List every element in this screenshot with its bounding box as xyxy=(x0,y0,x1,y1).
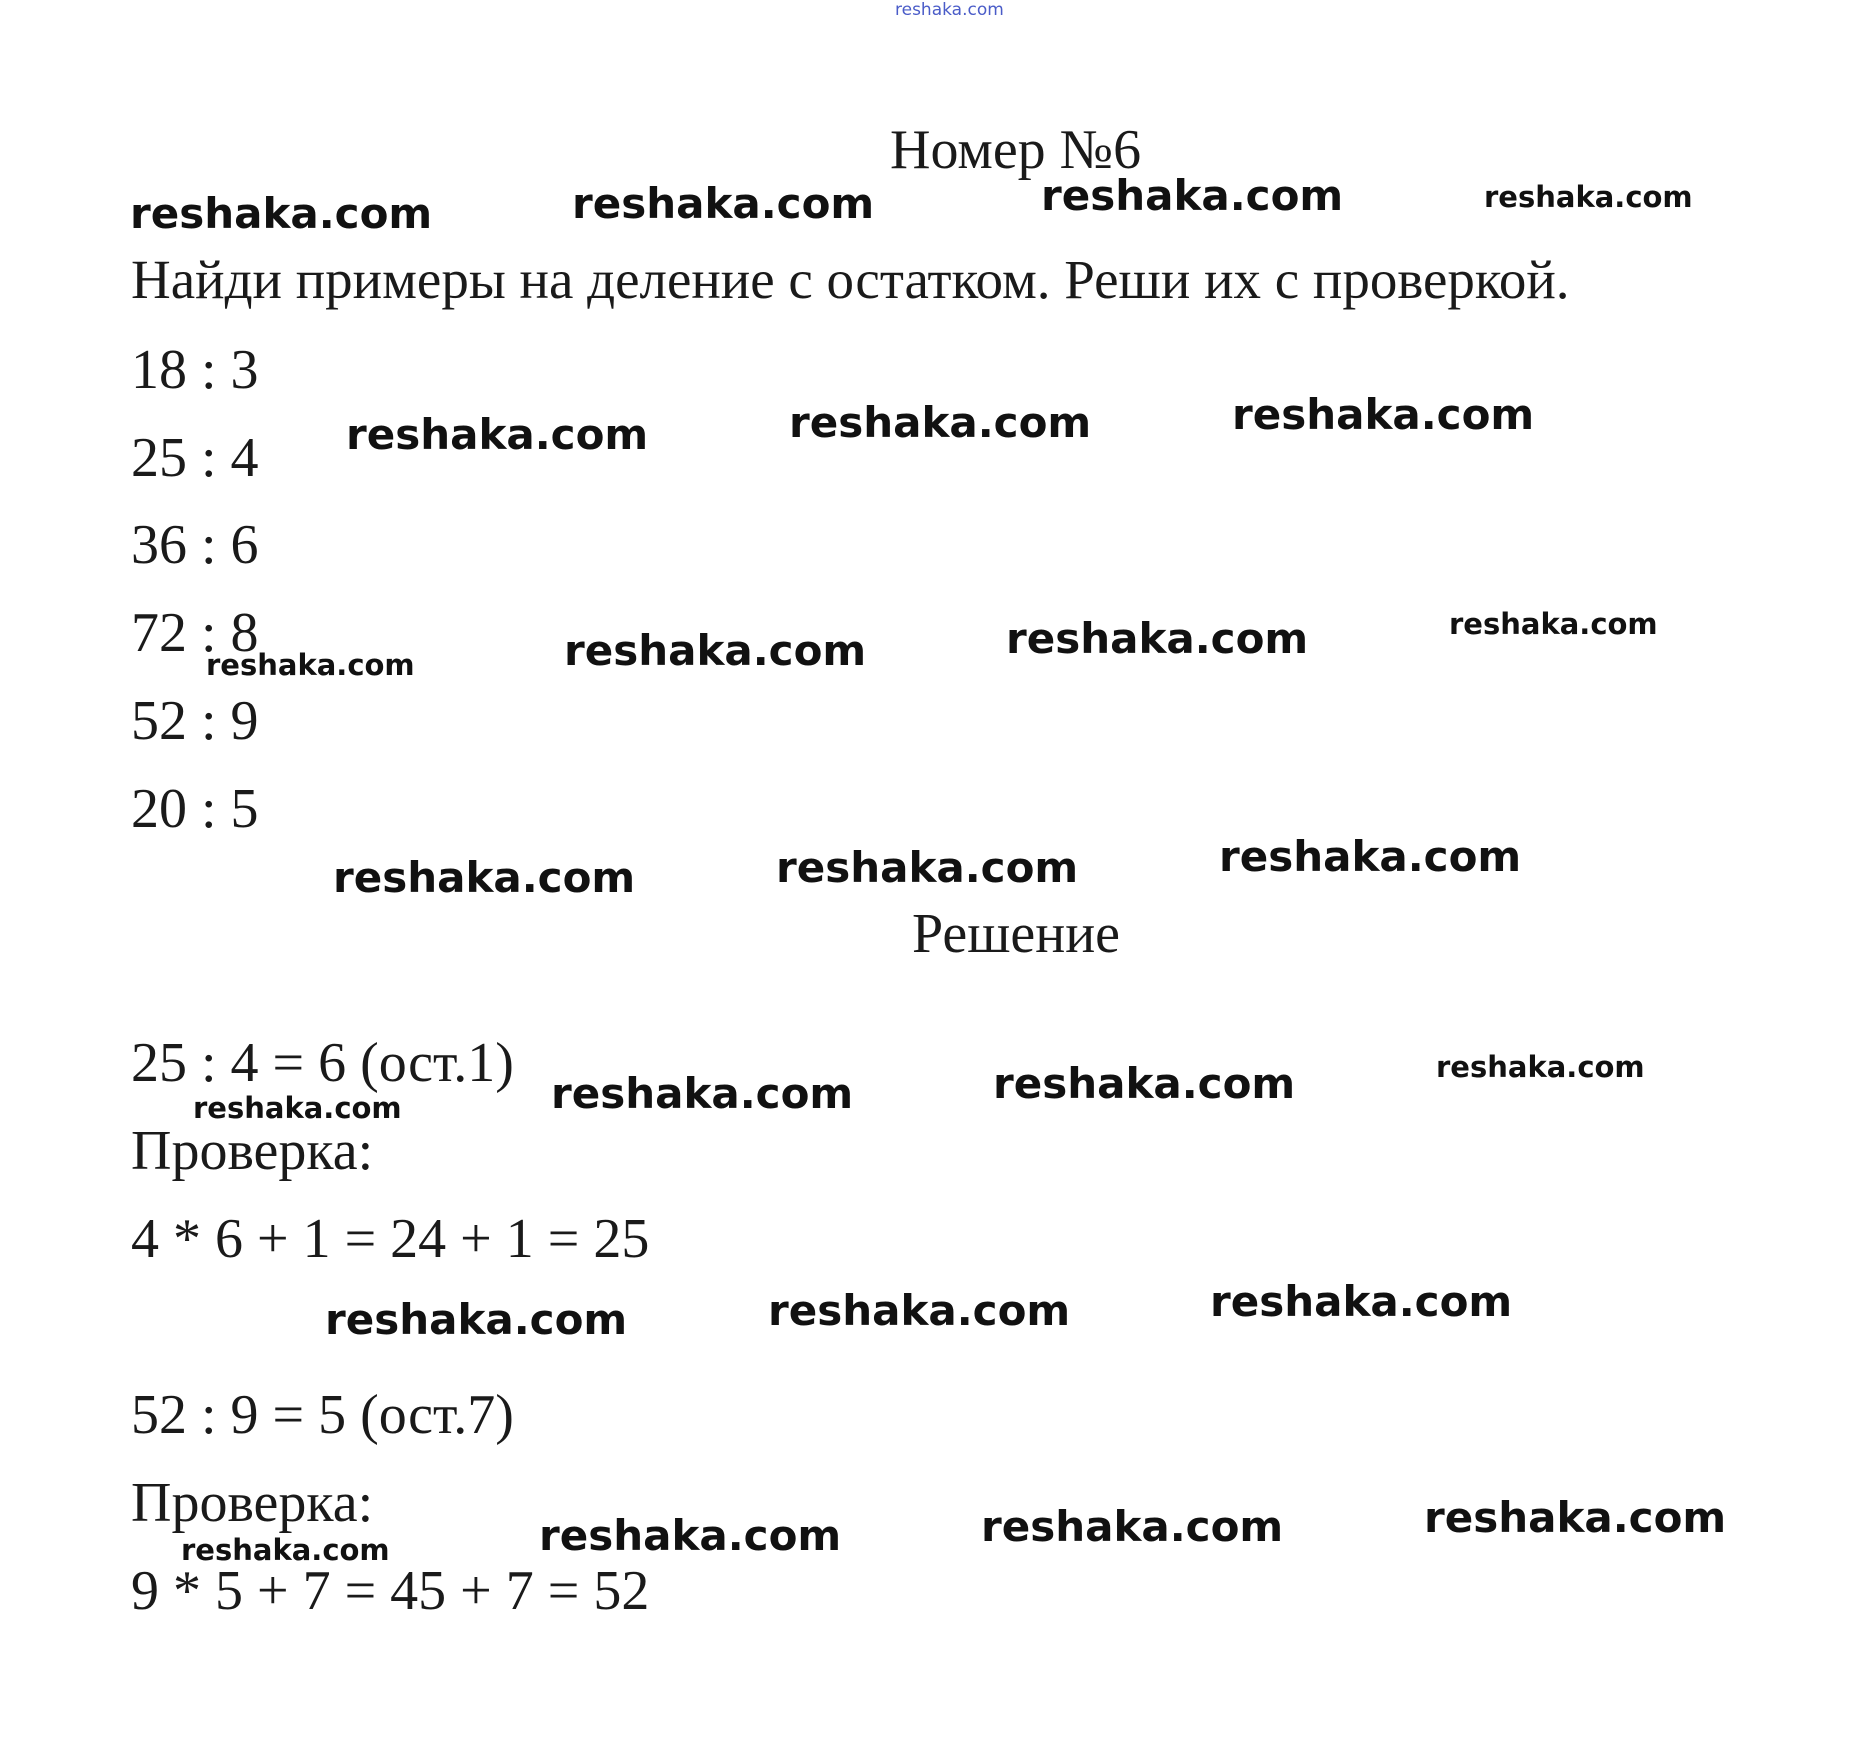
example-1: 18 : 3 xyxy=(131,339,259,401)
watermark: reshaka.com xyxy=(1041,171,1344,220)
watermark: reshaka.com xyxy=(130,189,433,238)
watermark: reshaka.com xyxy=(776,843,1079,892)
watermark: reshaka.com xyxy=(1449,607,1658,641)
page-title: Номер №6 xyxy=(890,119,1142,181)
example-6: 20 : 5 xyxy=(131,778,259,840)
check-expression-1: 4 * 6 + 1 = 24 + 1 = 25 xyxy=(131,1208,650,1270)
check-label-2: Проверка: xyxy=(131,1472,374,1534)
solution-equation-1: 25 : 4 = 6 (ост.1) xyxy=(131,1032,514,1094)
watermark: reshaka.com xyxy=(539,1511,842,1560)
example-2: 25 : 4 xyxy=(131,427,259,489)
check-expression-2: 9 * 5 + 7 = 45 + 7 = 52 xyxy=(131,1560,650,1622)
watermark: reshaka.com xyxy=(206,648,415,682)
example-4: 72 : 8 xyxy=(131,602,259,664)
task-text: Найди примеры на деление с остатком. Реши их с проверкой. xyxy=(131,249,1570,310)
watermark: reshaka.com xyxy=(181,1533,390,1567)
watermark: reshaka.com xyxy=(1006,614,1309,663)
watermark: reshaka.com xyxy=(981,1502,1284,1551)
watermark: reshaka.com xyxy=(1424,1493,1727,1542)
watermark: reshaka.com xyxy=(993,1059,1296,1108)
watermark: reshaka.com xyxy=(1232,390,1535,439)
watermark: reshaka.com xyxy=(789,398,1092,447)
example-3: 36 : 6 xyxy=(131,514,259,576)
solution-equation-2: 52 : 9 = 5 (ост.7) xyxy=(131,1384,514,1446)
watermark: reshaka.com xyxy=(572,179,875,228)
watermark: reshaka.com xyxy=(193,1091,402,1125)
example-5: 52 : 9 xyxy=(131,690,259,752)
check-label-1: Проверка: xyxy=(131,1120,374,1182)
watermark: reshaka.com xyxy=(333,853,636,902)
watermark: reshaka.com xyxy=(768,1286,1071,1335)
watermark: reshaka.com xyxy=(1436,1050,1645,1084)
watermark: reshaka.com xyxy=(346,410,649,459)
watermark: reshaka.com xyxy=(1484,180,1693,214)
watermark: reshaka.com xyxy=(1210,1277,1513,1326)
watermark: reshaka.com xyxy=(1219,832,1522,881)
watermark: reshaka.com xyxy=(551,1069,854,1118)
top-watermark: reshaka.com xyxy=(895,0,1004,20)
watermark: reshaka.com xyxy=(325,1295,628,1344)
solution-heading: Решение xyxy=(912,903,1121,965)
watermark: reshaka.com xyxy=(564,626,867,675)
